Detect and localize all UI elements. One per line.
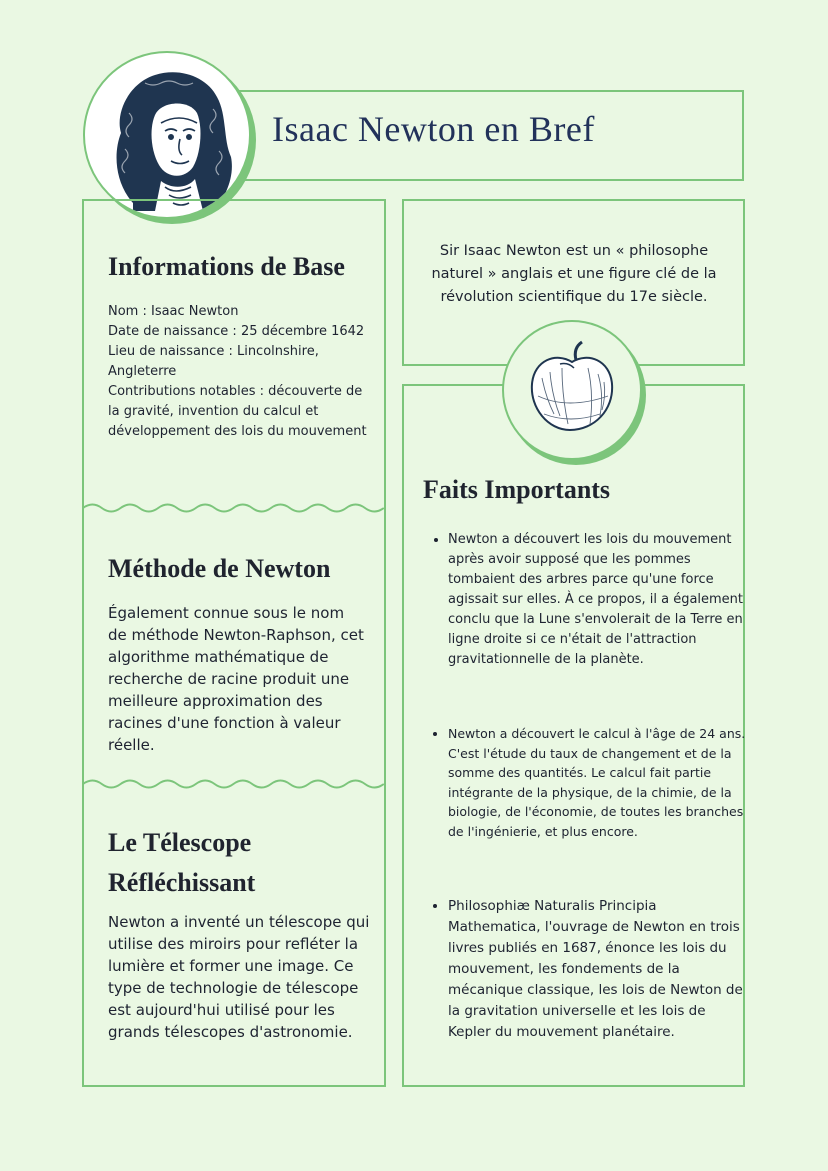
info-name: Nom : Isaac Newton	[108, 304, 239, 319]
apple-frame	[502, 320, 642, 460]
facts-heading: Faits Importants	[423, 475, 611, 504]
page-title: Isaac Newton en Bref	[272, 109, 595, 149]
info-contributions: Contributions notables : découverte de la gravité, invention du calcul et développement des lois du mouvement	[108, 384, 367, 439]
portrait-frame	[83, 51, 251, 219]
fact-item: • Newton a découvert le calcul à l'âge de 24 ans. C'est l'étude du taux de changement et de la somme des quantités. Le calcul fait partie intégrante de la physique, de la chimie, de la biologie, de l'économie, de toutes les branches de l'ingénierie, et plus encore.	[448, 724, 748, 841]
basic-info-heading: Informations de Base	[108, 252, 345, 281]
basic-info-list	[108, 302, 370, 442]
telescope-text: Newton a inventé un télescope qui utilise des miroirs pour refléter la lumière et former une image. Ce type de technologie de télescope est aujourd'hui utilisé pour les grands télescopes d'astronomie.	[108, 913, 370, 1041]
facts-list	[430, 530, 744, 670]
telescope-heading: Le Télescope Réfléchissant	[108, 828, 256, 897]
newton-portrait-image	[85, 53, 249, 217]
intro-text: Sir Isaac Newton est un « philosophe naturel » anglais et une figure clé de la révolution scientifique du 17e siècle.	[431, 243, 717, 305]
fact-item: • Philosophiæ Naturalis Principia Mathematica, l'ouvrage de Newton en trois livres publiés en 1687, énonce les lois du mouvement, les fondements de la mécanique classique, les lois de Newton de la gravitation universelle et les lois de Kepler du mouvement planétaire.	[448, 896, 744, 1043]
method-text: Également connue sous le nom de méthode Newton-Raphson, cet algorithme mathématique de recherche de racine produit une meilleure approximation des racines d'une fonction à valeur réelle.	[108, 604, 364, 754]
info-birth-date: Date de naissance : 25 décembre 1642	[108, 324, 365, 339]
info-birth-place: Lieu de naissance : Lincolnshire, Angleterre	[108, 344, 319, 379]
method-heading: Méthode de Newton	[108, 554, 331, 583]
fact-item: • Newton a découvert les lois du mouvement après avoir supposé que les pommes tombaient des arbres parce qu'une force agissait sur elles. À ce propos, il a également conclu que la Lune s'envolerait de la Terre en ligne droite si ce n'était de l'attraction gravitationnelle de la planète.	[448, 530, 744, 670]
facts-list	[430, 896, 744, 1043]
facts-list	[430, 724, 748, 841]
wave-divider	[83, 777, 385, 791]
apple-image	[504, 322, 640, 458]
wave-divider	[83, 501, 385, 515]
